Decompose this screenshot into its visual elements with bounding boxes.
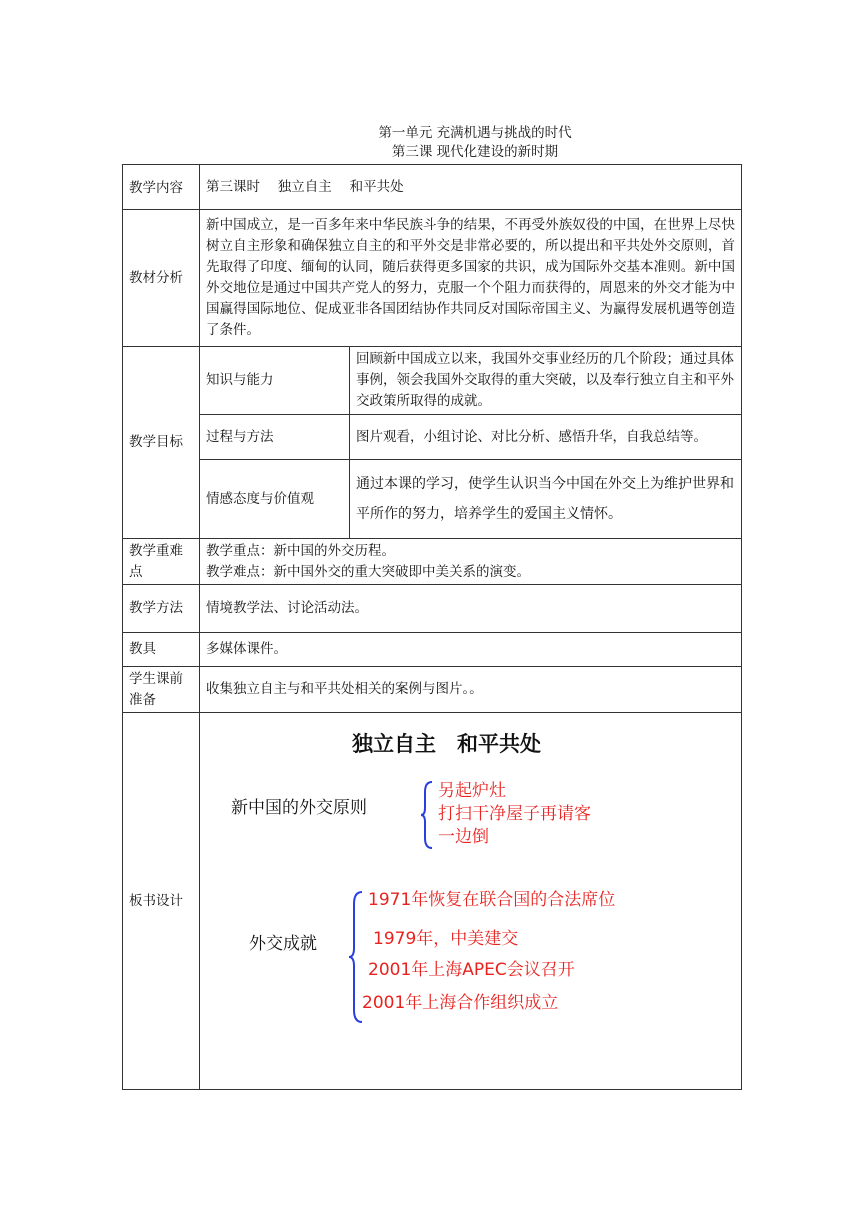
label-goals: 教学目标: [123, 347, 200, 539]
goal-label-attitude: 情感态度与价值观: [200, 460, 350, 539]
unit-title: 第一单元 充满机遇与挑战的时代: [378, 125, 572, 141]
principles-label: 新中国的外交原则: [231, 797, 367, 818]
label-analysis: 教材分析: [123, 210, 200, 347]
principle-item: 一边倒: [438, 826, 489, 847]
value-key-points: [200, 539, 742, 585]
achievement-item: 1971年恢复在联合国的合法席位: [368, 889, 616, 910]
value-methods: 情境教学法、讨论活动法。: [200, 585, 742, 633]
lesson-title: 第三课 现代化建设的新时期: [391, 144, 559, 160]
row-methods: [123, 585, 742, 633]
row-goal-attitude: [123, 460, 742, 539]
row-prep: [123, 667, 742, 713]
label-content: 教学内容: [123, 165, 200, 210]
row-key-points: [123, 539, 742, 585]
key-point-focus: 教学重点：新中国的外交历程。: [206, 542, 395, 559]
row-goal-process: [123, 415, 742, 460]
principle-item: 另起炉灶: [438, 780, 506, 801]
label-prep: 学生课前准备: [123, 667, 200, 713]
achievement-item: 2001年上海合作组织成立: [362, 992, 559, 1013]
principle-item: 打扫干净屋子再请客: [438, 803, 591, 824]
row-content: [123, 165, 742, 210]
label-key-points: 教学重难点: [123, 539, 200, 585]
document-titles: [0, 124, 860, 162]
goal-value-knowledge: 回顾新中国成立以来，我国外交事业经历的几个阶段；通过具体事例，领会我国外交取得的重大突破，以及奉行独立自主和平外交政策所取得的成就。: [350, 347, 742, 415]
key-point-difficulty: 教学难点：新中国外交的重大突破即中美关系的演变。: [206, 563, 530, 580]
goal-value-process: 图片观看，小组讨论、对比分析、感悟升华，自我总结等。: [350, 415, 742, 460]
value-tools: 多媒体课件。: [200, 633, 742, 667]
goal-value-attitude: 通过本课的学习，使学生认识当今中国在外交上为维护世界和平所作的努力，培养学生的爱国主义情怀。: [350, 460, 742, 539]
row-analysis: [123, 210, 742, 347]
goal-label-process: 过程与方法: [200, 415, 350, 460]
principles-list: [438, 780, 591, 849]
value-content: 第三课时 独立自主 和平共处: [200, 165, 742, 210]
row-board: [123, 713, 742, 1090]
lesson-plan-table: [122, 164, 742, 1090]
board-design: [200, 714, 740, 1089]
goal-label-knowledge: 知识与能力: [200, 347, 350, 415]
row-tools: [123, 633, 742, 667]
label-tools: 教具: [123, 633, 200, 667]
achievements-label: 外交成就: [249, 933, 317, 954]
board-title: 独立自主 和平共处: [352, 731, 541, 756]
label-methods: 教学方法: [123, 585, 200, 633]
achievement-item: 2001年上海APEC会议召开: [368, 959, 575, 980]
value-analysis: 新中国成立，是一百多年来中华民族斗争的结果，不再受外族奴役的中国，在世界上尽快树立自主形象和确保独立自主的和平外交是非常必要的，所以提出和平共处外交原则，首先取得了印度、缅甸的认同，随后获得更多国家的共识，成为国际外交基本准则。新中国外交地位是通过中国共产党人的努力，克服一个个阻力而获得的，周恩来的外交才能为中国赢得国际地位、促成亚非各国团结协作共同反对国际帝国主义、为赢得发展机遇等创造了条件。: [200, 210, 742, 347]
achievement-item: 1979年，中美建交: [373, 928, 519, 949]
principles-brace: [420, 780, 434, 850]
board-cell: [200, 713, 742, 1090]
row-goal-knowledge: [123, 347, 742, 415]
value-prep: 收集独立自主与和平共处相关的案例与图片。。: [200, 667, 742, 713]
label-board: 板书设计: [123, 713, 200, 1090]
